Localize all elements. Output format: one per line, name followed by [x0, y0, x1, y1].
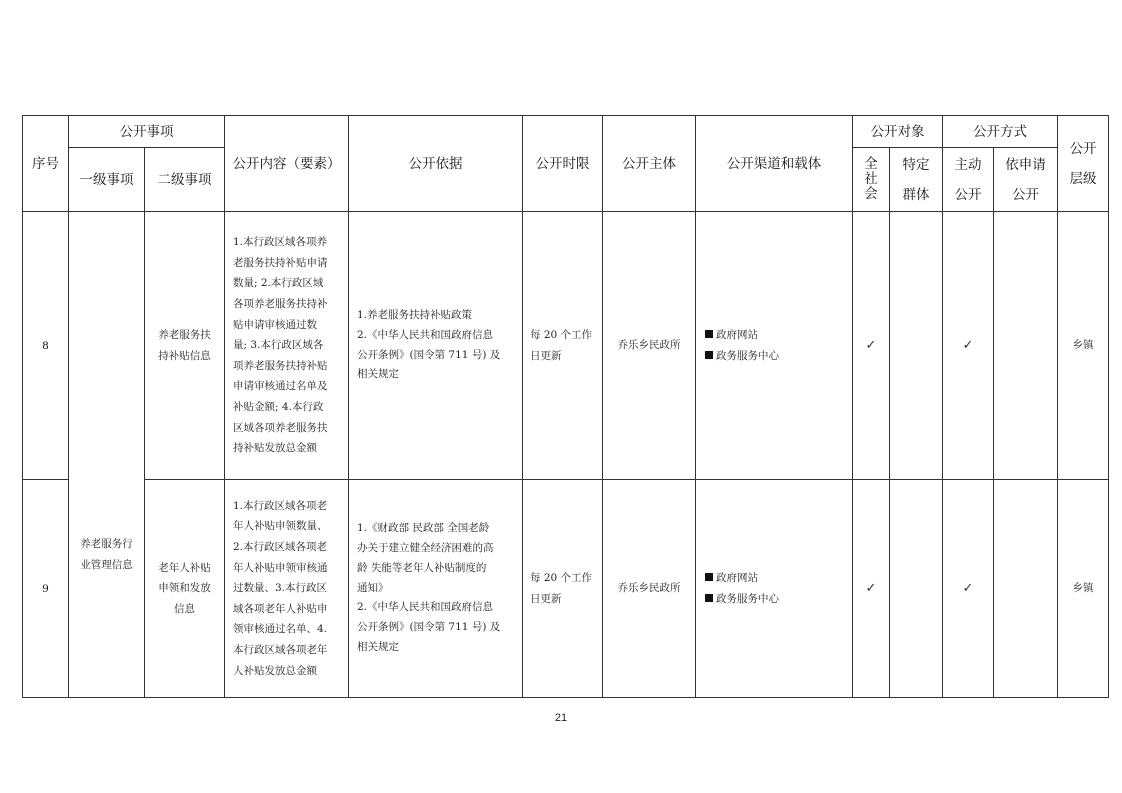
specific-group-cell — [890, 480, 943, 698]
basis-cell — [349, 480, 523, 698]
content-line: 1.本行政区域各项养 — [233, 236, 328, 249]
basis-line: 通知》 — [357, 581, 389, 594]
level-cell: 乡镇 — [1058, 480, 1109, 698]
time-limit-line1: 每 20 个工作 — [530, 571, 593, 584]
content-line: 申请审核通过名单及 — [233, 380, 328, 393]
content-line: 年人补贴申领数量、 — [233, 520, 328, 533]
basis-line: 1.《财政部 民政部 全国老龄 — [357, 522, 490, 535]
channel-label: 政府网站 — [716, 328, 758, 341]
content-line: 数量; 2.本行政区域 — [233, 277, 324, 290]
active-disclosure-check-icon: ✓ — [943, 212, 994, 480]
content-line: 人补贴发放总金额 — [233, 664, 317, 677]
disclosure-table — [22, 115, 1109, 698]
time-limit-line2: 日更新 — [530, 349, 562, 362]
header-method-request-line2: 公开 — [1012, 186, 1039, 203]
header-audience-all — [853, 148, 890, 212]
header-method-active-line1: 主动 — [954, 156, 982, 173]
content-line: 过数量、3.本行政区 — [233, 582, 328, 595]
square-bullet-icon — [705, 594, 713, 602]
content-line: 贴申请审核通过数 — [233, 318, 317, 331]
level2-item-line2: 持补贴信息 — [158, 349, 211, 362]
level2-item-line3: 信息 — [174, 602, 195, 615]
basis-line: 1.养老服务扶持补贴政策 — [357, 308, 473, 321]
header-audience-specific-line1: 特定 — [902, 156, 930, 173]
table-row — [23, 480, 1109, 698]
header-channel: 公开渠道和载体 — [696, 116, 853, 212]
square-bullet-icon — [705, 330, 713, 338]
basis-line: 公开条例》(国令第 711 号) 及 — [357, 621, 501, 634]
all-society-check-icon: ✓ — [853, 480, 890, 698]
basis-cell — [349, 212, 523, 480]
subject-cell: 乔乐乡民政所 — [603, 212, 696, 480]
request-disclosure-cell — [994, 212, 1058, 480]
request-disclosure-cell — [994, 480, 1058, 698]
channel-item — [696, 589, 852, 610]
header-subject: 公开主体 — [603, 116, 696, 212]
header-basis: 公开依据 — [349, 116, 523, 212]
header-audience-all-text: 全社会 — [864, 156, 878, 202]
header-seq: 序号 — [23, 116, 69, 212]
basis-line: 相关规定 — [357, 368, 399, 381]
header-level-line2: 层级 — [1069, 170, 1097, 187]
row-seq: 9 — [23, 480, 69, 698]
time-limit-line2: 日更新 — [530, 592, 562, 605]
row-seq: 8 — [23, 212, 69, 480]
basis-text — [349, 306, 522, 385]
channel-item — [696, 568, 852, 589]
content-line: 本行政区域各项老年 — [233, 643, 328, 656]
table-row — [23, 212, 1109, 480]
content-text — [225, 496, 348, 681]
time-limit-cell — [523, 480, 603, 698]
level1-item-cell — [69, 212, 145, 698]
content-line: 持补贴发放总金额 — [233, 442, 317, 455]
header-time-limit: 公开时限 — [523, 116, 603, 212]
header-level2: 二级事项 — [145, 148, 225, 212]
page-number: 21 — [554, 712, 568, 724]
specific-group-cell — [890, 212, 943, 480]
header-method-active — [943, 148, 994, 212]
header-row-1 — [23, 116, 1109, 148]
level1-item-line2: 业管理信息 — [80, 558, 133, 571]
basis-line: 相关规定 — [357, 640, 399, 653]
content-line: 量; 3.本行政区域各 — [233, 339, 324, 352]
basis-line: 2.《中华人民共和国政府信息 — [357, 601, 494, 614]
content-line: 2.本行政区域各项老 — [233, 541, 328, 554]
header-method-active-line2: 公开 — [954, 186, 982, 203]
level2-item-line1: 养老服务扶 — [158, 328, 211, 341]
level1-item-line1: 养老服务行 — [80, 537, 133, 550]
basis-line: 办关于建立健全经济困难的高 — [357, 542, 494, 554]
channel-label: 政府网站 — [716, 571, 758, 584]
level2-item-cell — [145, 212, 225, 480]
header-method-request-line1: 依申请 — [1005, 156, 1046, 173]
content-line: 域各项老年人补贴申 — [233, 602, 328, 615]
content-line: 1.本行政区域各项老 — [233, 499, 328, 512]
content-line: 年人补贴申领审核通 — [233, 561, 328, 574]
header-audience-specific-line2: 群体 — [902, 186, 930, 203]
channel-item — [696, 325, 852, 346]
channel-item — [696, 346, 852, 367]
channel-cell — [696, 480, 853, 698]
content-line: 补贴金额; 4.本行政 — [233, 400, 324, 413]
basis-text — [349, 519, 522, 658]
level-cell: 乡镇 — [1058, 212, 1109, 480]
channel-cell — [696, 212, 853, 480]
content-text — [225, 232, 348, 459]
level2-item-line2: 申领和发放 — [158, 582, 211, 595]
header-level1: 一级事项 — [69, 148, 145, 212]
basis-line: 龄 失能等老年人补贴制度的 — [357, 561, 487, 574]
content-line: 老服务扶持补贴申请 — [233, 256, 328, 269]
content-cell — [225, 480, 349, 698]
basis-line: 公开条例》(国令第 711 号) 及 — [357, 348, 501, 361]
header-method-request — [994, 148, 1058, 212]
content-line: 项养老服务扶持补贴 — [233, 359, 328, 372]
header-items: 公开事项 — [69, 116, 225, 148]
header-level — [1058, 116, 1109, 212]
content-line: 区域各项养老服务扶 — [233, 421, 328, 434]
channel-label: 政务服务中心 — [716, 592, 779, 605]
subject-cell: 乔乐乡民政所 — [603, 480, 696, 698]
level2-item-line1: 老年人补贴 — [158, 561, 211, 574]
time-limit-cell — [523, 212, 603, 480]
active-disclosure-check-icon: ✓ — [943, 480, 994, 698]
header-content: 公开内容（要素） — [225, 116, 349, 212]
content-line: 领审核通过名单、4. — [233, 623, 328, 636]
header-audience-specific — [890, 148, 943, 212]
square-bullet-icon — [705, 351, 713, 359]
basis-line: 2.《中华人民共和国政府信息 — [357, 328, 494, 341]
time-limit-line1: 每 20 个工作 — [530, 328, 593, 341]
header-method: 公开方式 — [943, 116, 1058, 148]
header-audience: 公开对象 — [853, 116, 943, 148]
channel-label: 政务服务中心 — [716, 349, 779, 362]
all-society-check-icon: ✓ — [853, 212, 890, 480]
square-bullet-icon — [705, 573, 713, 581]
level2-item-cell — [145, 480, 225, 698]
content-cell — [225, 212, 349, 480]
header-level-line1: 公开 — [1069, 140, 1097, 157]
content-line: 各项养老服务扶持补 — [233, 298, 328, 311]
